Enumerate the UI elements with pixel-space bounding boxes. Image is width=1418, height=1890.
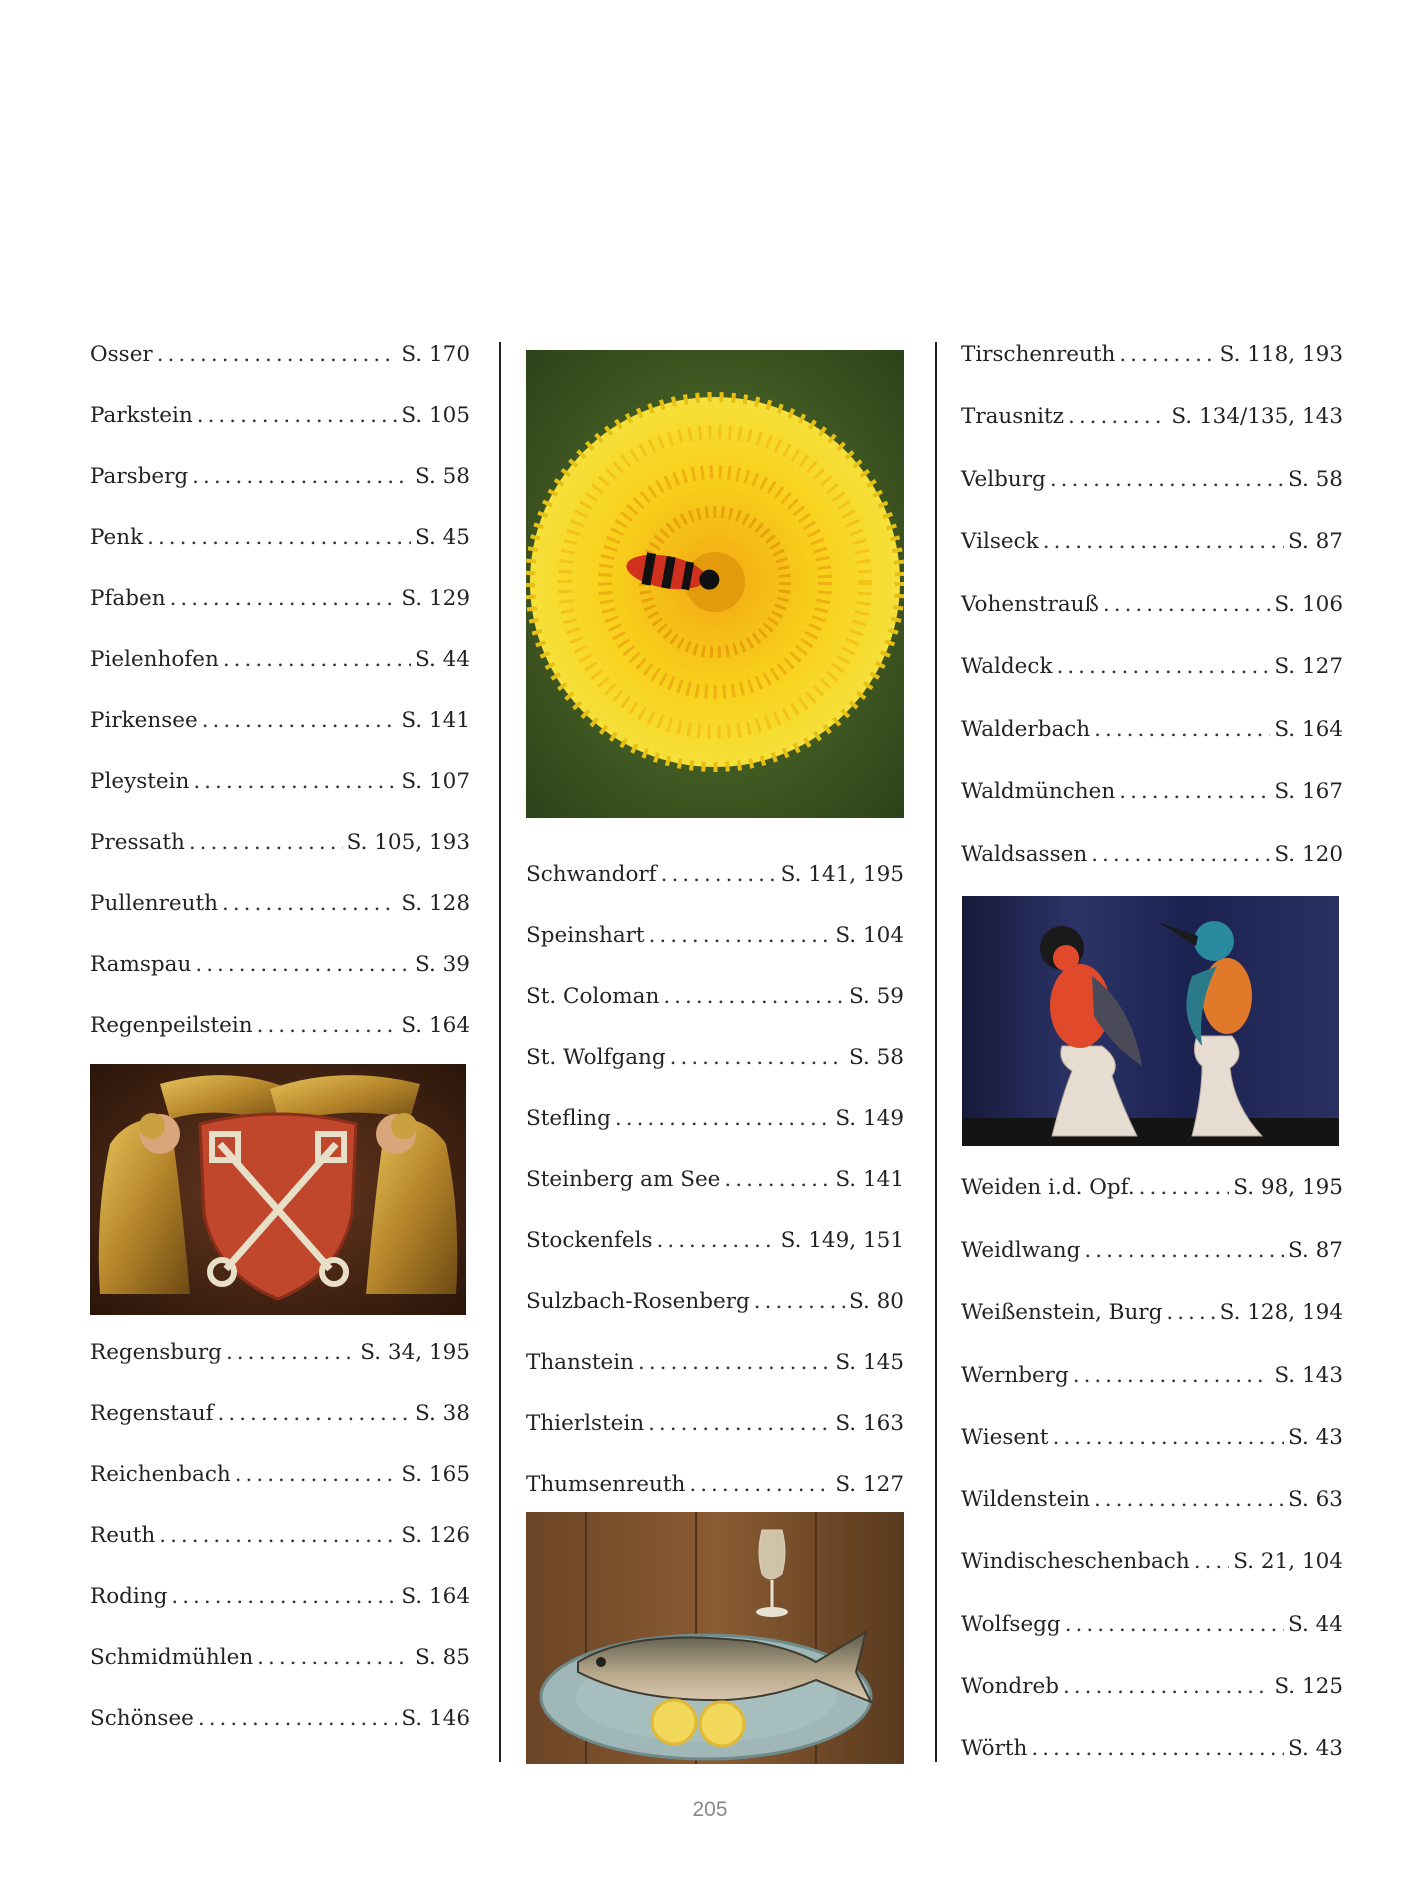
dot-leader — [638, 1348, 831, 1378]
index-entry — [961, 652, 1343, 682]
dot-leader — [648, 1409, 831, 1439]
entry-page: S. 170 — [401, 342, 470, 367]
entry-name: Steinberg am See — [526, 1167, 721, 1192]
dot-leader — [1119, 340, 1215, 370]
dot-leader — [670, 1043, 845, 1073]
entry-name: Weiden i.d. Opf. — [961, 1175, 1135, 1200]
entry-name: Stefling — [526, 1106, 611, 1131]
index-entry — [90, 401, 470, 431]
entry-page: S. 149 — [835, 1106, 904, 1131]
dot-leader — [1031, 1734, 1284, 1764]
index-entry — [961, 590, 1343, 620]
dot-leader — [1050, 465, 1284, 495]
index-entry — [90, 1399, 470, 1429]
index-entry — [90, 889, 470, 919]
index-entry — [526, 1348, 904, 1378]
dot-leader — [147, 523, 411, 553]
dot-leader — [615, 1104, 831, 1134]
entry-page: S. 63 — [1288, 1487, 1343, 1512]
index-entry — [90, 462, 470, 492]
entry-page: S. 134/135, 143 — [1171, 404, 1343, 429]
entry-page: S. 127 — [1274, 654, 1343, 679]
index-entry — [90, 1582, 470, 1612]
index-entry — [961, 1734, 1343, 1764]
index-entry — [961, 1672, 1343, 1702]
dot-leader — [195, 950, 411, 980]
entry-name: Thumsenreuth — [526, 1472, 686, 1497]
index-entry — [526, 1165, 904, 1195]
dot-leader — [257, 1011, 398, 1041]
index-entry — [526, 860, 904, 890]
entry-page: S. 34, 195 — [360, 1340, 470, 1365]
entry-name: Pressath — [90, 830, 185, 855]
entry-name: Vohenstrauß — [961, 592, 1099, 617]
index-entry — [961, 527, 1343, 557]
entry-page: S. 128, 194 — [1219, 1300, 1343, 1325]
index-entry — [961, 1236, 1343, 1266]
index-entry — [526, 1287, 904, 1317]
dot-leader — [222, 889, 397, 919]
entry-page: S. 59 — [849, 984, 904, 1009]
entry-page: S. 105, 193 — [346, 830, 470, 855]
entry-name: Roding — [90, 1584, 168, 1609]
entry-page: S. 45 — [415, 525, 470, 550]
entry-name: Thanstein — [526, 1350, 634, 1375]
entry-page: S. 146 — [401, 1706, 470, 1731]
dandelion-beetle-image — [526, 350, 904, 818]
entry-name: Wörth — [961, 1736, 1028, 1761]
index-entry — [90, 1460, 470, 1490]
entry-page: S. 127 — [835, 1472, 904, 1497]
coat-of-arms-carving-image — [90, 1064, 466, 1315]
entry-name: Trausnitz — [961, 404, 1065, 429]
entry-page: S. 44 — [415, 647, 470, 672]
entry-page: S. 106 — [1274, 592, 1343, 617]
index-entry — [90, 1521, 470, 1551]
entry-page: S. 125 — [1274, 1674, 1343, 1699]
index-entry — [961, 1361, 1343, 1391]
index-entry — [961, 840, 1343, 870]
entry-page: S. 141 — [401, 708, 470, 733]
entry-name: Windischeschenbach — [961, 1549, 1190, 1574]
entry-name: Regensburg — [90, 1340, 222, 1365]
index-entry — [90, 950, 470, 980]
entry-name: Ramspau — [90, 952, 192, 977]
entry-name: Walderbach — [961, 717, 1091, 742]
fish-on-plate-graphic — [526, 1512, 904, 1764]
entry-name: Pfaben — [90, 586, 166, 611]
dot-leader — [1065, 1610, 1284, 1640]
entry-page: S. 85 — [415, 1645, 470, 1670]
dot-leader — [202, 706, 398, 736]
index-entry — [90, 767, 470, 797]
dot-leader — [724, 1165, 831, 1195]
dot-leader — [1068, 402, 1167, 432]
entry-page: S. 165 — [401, 1462, 470, 1487]
index-entry — [961, 1485, 1343, 1515]
index-entry — [90, 340, 470, 370]
dot-leader — [198, 1704, 397, 1734]
entry-name: Wolfsegg — [961, 1612, 1061, 1637]
index-entry — [90, 1011, 470, 1041]
entry-name: Waldeck — [961, 654, 1053, 679]
coat-of-arms-carving-graphic — [90, 1064, 466, 1315]
entry-name: Parsberg — [90, 464, 189, 489]
dot-leader — [663, 982, 845, 1012]
entry-page: S. 163 — [835, 1411, 904, 1436]
entry-name: Wernberg — [961, 1363, 1069, 1388]
dot-leader — [257, 1643, 411, 1673]
index-entry — [526, 982, 904, 1012]
entry-name: Schwandorf — [526, 862, 657, 887]
dot-leader — [1166, 1298, 1215, 1328]
entry-page: S. 129 — [401, 586, 470, 611]
entry-name: Weißenstein, Burg — [961, 1300, 1163, 1325]
entry-name: Sulzbach-Rosenberg — [526, 1289, 750, 1314]
index-entry — [526, 1470, 904, 1500]
entry-page: S. 141 — [835, 1167, 904, 1192]
entry-page: S. 128 — [401, 891, 470, 916]
entry-page: S. 145 — [835, 1350, 904, 1375]
dot-leader — [1043, 527, 1284, 557]
entry-page: S. 58 — [849, 1045, 904, 1070]
entry-name: Waldmünchen — [961, 779, 1116, 804]
index-entry — [90, 828, 470, 858]
dot-leader — [1119, 777, 1270, 807]
entry-page: S. 164 — [401, 1013, 470, 1038]
entry-page: S. 80 — [849, 1289, 904, 1314]
entry-name: Thierlstein — [526, 1411, 645, 1436]
entry-name: St. Coloman — [526, 984, 660, 1009]
dot-leader — [1091, 840, 1270, 870]
entry-page: S. 126 — [401, 1523, 470, 1548]
entry-name: Weidlwang — [961, 1238, 1081, 1263]
index-entry — [90, 1643, 470, 1673]
index-entry — [961, 402, 1343, 432]
dot-leader — [193, 767, 397, 797]
index-entry — [526, 1104, 904, 1134]
entry-name: Pielenhofen — [90, 647, 219, 672]
entry-name: Schönsee — [90, 1706, 194, 1731]
index-entry — [90, 1338, 470, 1368]
entry-page: S. 107 — [401, 769, 470, 794]
porcelain-birds-image — [962, 896, 1339, 1146]
index-entry — [961, 777, 1343, 807]
porcelain-birds-graphic — [962, 896, 1339, 1146]
entry-page: S. 120 — [1274, 842, 1343, 867]
entry-page: S. 164 — [1274, 717, 1343, 742]
entry-page: S. 44 — [1288, 1612, 1343, 1637]
index-entry — [961, 1610, 1343, 1640]
entry-name: St. Wolfgang — [526, 1045, 666, 1070]
entry-page: S. 87 — [1288, 1238, 1343, 1263]
fish-on-plate-image — [526, 1512, 904, 1764]
index-entry — [961, 1173, 1343, 1203]
entry-page: S. 43 — [1288, 1425, 1343, 1450]
entry-page: S. 58 — [415, 464, 470, 489]
dot-leader — [1094, 715, 1270, 745]
index-entry — [961, 715, 1343, 745]
entry-name: Velburg — [961, 467, 1046, 492]
entry-name: Penk — [90, 525, 144, 550]
entry-page: S. 21, 104 — [1233, 1549, 1343, 1574]
entry-page: S. 118, 193 — [1219, 342, 1343, 367]
dot-leader — [1084, 1236, 1284, 1266]
index-entry — [526, 1409, 904, 1439]
dot-leader — [1139, 1173, 1230, 1203]
index-entry — [961, 465, 1343, 495]
index-entry — [90, 523, 470, 553]
dandelion-beetle-graphic — [526, 350, 904, 818]
index-entry — [961, 340, 1343, 370]
index-entry — [90, 645, 470, 675]
entry-page: S. 164 — [401, 1584, 470, 1609]
entry-name: Osser — [90, 342, 153, 367]
entry-name: Parkstein — [90, 403, 193, 428]
entry-name: Pullenreuth — [90, 891, 218, 916]
entry-name: Vilseck — [961, 529, 1039, 554]
entry-page: S. 87 — [1288, 529, 1343, 554]
entry-name: Tirschenreuth — [961, 342, 1116, 367]
entry-name: Wiesent — [961, 1425, 1049, 1450]
index-entry — [526, 1226, 904, 1256]
dot-leader — [170, 584, 398, 614]
dot-leader — [159, 1521, 397, 1551]
index-entry — [90, 1704, 470, 1734]
index-entry — [961, 1547, 1343, 1577]
dot-leader — [223, 645, 411, 675]
entry-name: Regenpeilstein — [90, 1013, 253, 1038]
dot-leader — [189, 828, 343, 858]
dot-leader — [1103, 590, 1270, 620]
dot-leader — [661, 860, 777, 890]
entry-page: S. 58 — [1288, 467, 1343, 492]
entry-page: S. 38 — [415, 1401, 470, 1426]
entry-page: S. 98, 195 — [1233, 1175, 1343, 1200]
dot-leader — [157, 340, 398, 370]
entry-name: Reuth — [90, 1523, 156, 1548]
index-entry — [961, 1298, 1343, 1328]
entry-page: S. 167 — [1274, 779, 1343, 804]
entry-page: S. 141, 195 — [780, 862, 904, 887]
dot-leader — [226, 1338, 356, 1368]
entry-page: S. 43 — [1288, 1736, 1343, 1761]
entry-name: Schmidmühlen — [90, 1645, 254, 1670]
entry-name: Pirkensee — [90, 708, 198, 733]
index-entry — [526, 921, 904, 951]
dot-leader — [218, 1399, 411, 1429]
index-entry — [90, 584, 470, 614]
page-number: 205 — [692, 1798, 728, 1821]
dot-leader — [657, 1226, 777, 1256]
entry-name: Regenstauf — [90, 1401, 214, 1426]
index-entry — [526, 1043, 904, 1073]
dot-leader — [192, 462, 411, 492]
dot-leader — [649, 921, 832, 951]
entry-page: S. 104 — [835, 923, 904, 948]
entry-name: Speinshart — [526, 923, 645, 948]
dot-leader — [1053, 1423, 1284, 1453]
entry-name: Reichenbach — [90, 1462, 231, 1487]
entry-name: Waldsassen — [961, 842, 1088, 867]
dot-leader — [1056, 652, 1270, 682]
entry-page: S. 149, 151 — [780, 1228, 904, 1253]
dot-leader — [689, 1470, 831, 1500]
column-divider — [935, 342, 937, 1762]
entry-name: Stockenfels — [526, 1228, 653, 1253]
dot-leader — [754, 1287, 845, 1317]
dot-leader — [235, 1460, 398, 1490]
index-entry — [90, 706, 470, 736]
entry-name: Wondreb — [961, 1674, 1059, 1699]
dot-leader — [171, 1582, 397, 1612]
entry-name: Pleystein — [90, 769, 190, 794]
column-divider — [499, 342, 501, 1762]
dot-leader — [1094, 1485, 1284, 1515]
dot-leader — [197, 401, 398, 431]
dot-leader — [1073, 1361, 1271, 1391]
index-entry — [961, 1423, 1343, 1453]
entry-page: S. 39 — [415, 952, 470, 977]
dot-leader — [1194, 1547, 1230, 1577]
entry-page: S. 143 — [1274, 1363, 1343, 1388]
entry-name: Wildenstein — [961, 1487, 1090, 1512]
dot-leader — [1063, 1672, 1270, 1702]
entry-page: S. 105 — [401, 403, 470, 428]
